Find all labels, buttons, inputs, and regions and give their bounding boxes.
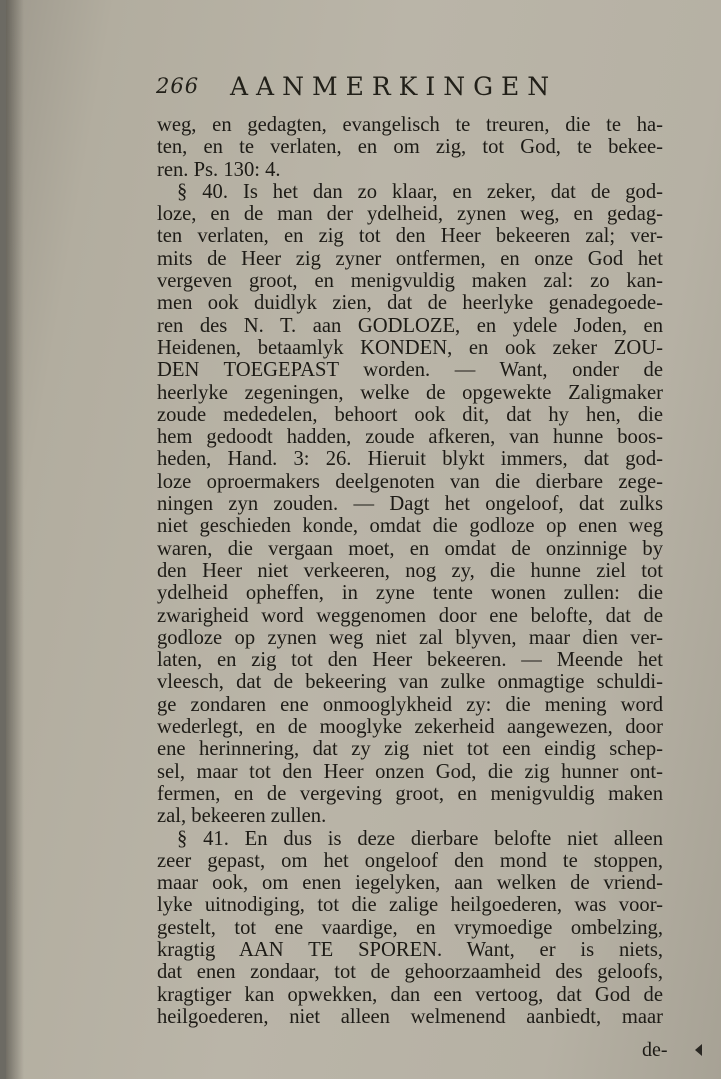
text-line: mits de Heer zig zyner ontfermen, en onze God het <box>157 247 663 270</box>
text-line: § 41. En dus is deze dierbare belofte niet alleen <box>177 827 663 850</box>
text-line: zeer gepast, om het ongeloof den mond te stoppen, <box>157 849 663 872</box>
text-line: weg, en gedagten, evangelisch te treuren, die te ha- <box>157 114 663 136</box>
text-line: men ook duidlyk zien, dat de heerlyke genadegoede- <box>157 292 663 315</box>
text-line: kragtiger kan opwekken, dan een vertoog, dat God de <box>157 983 663 1006</box>
text-line: gestelt, tot ene vaardige, en vrymoedige ombelzing, <box>157 916 663 939</box>
text-line: kragtig AAN TE SPOREN. Want, er is niets, <box>157 938 663 961</box>
page-header <box>156 72 626 106</box>
text-line: maar ook, om enen iegelyken, aan welken de vriend- <box>157 872 663 895</box>
text-line: loze oproermakers deelgenoten van die dierbare zege- <box>157 470 663 493</box>
text-line: § 40. Is het dan zo klaar, en zeker, dat de god- <box>177 180 663 203</box>
text-line: Heidenen, betaamlyk KONDEN, en ook zeker ZOU- <box>157 336 663 359</box>
text-line: hem gedoodt hadden, zoude afkeren, van hunne boos- <box>157 426 663 449</box>
text-line: vergeven groot, en menigvuldig maken zal: zo kan- <box>157 270 663 293</box>
text-line: niet geschieden konde, omdat die godloze op enen weg <box>157 515 663 538</box>
text-line: zwarigheid word weggenomen door ene belofte, dat de <box>157 604 663 627</box>
text-line: loze, en de man der ydelheid, zynen weg, en gedag- <box>157 203 663 226</box>
text-line: DEN TOEGEPAST worden. — Want, onder de <box>157 359 663 382</box>
body-text <box>157 114 663 1028</box>
text-line: waren, die vergaan moet, en omdat de onzinnige by <box>157 537 663 560</box>
running-head: AANMERKINGEN <box>230 72 558 101</box>
text-line: fermen, en de vergeving groot, en menigvuldig maken <box>157 782 663 805</box>
text-line: sel, maar tot den Heer onzen God, die zig hunner ont- <box>157 760 663 783</box>
text-line: heerlyke zegeningen, welke de opgewekte Zaligmaker <box>157 381 663 404</box>
text-line: heden, Hand. 3: 26. Hieruit blykt immers, dat god- <box>157 448 663 471</box>
page-gutter-shadow <box>6 0 24 1079</box>
catchword: de- <box>642 1039 668 1061</box>
text-line: ten verlaten, en zig tot den Heer bekeeren zal; ver- <box>157 225 663 248</box>
text-line: ene herinnering, dat zy zig niet tot een eindig schep- <box>157 738 663 761</box>
text-line: wederlegt, en de mooglyke zekerheid aangewezen, door <box>157 716 663 739</box>
text-line: dat enen zondaar, tot de gehoorzaamheid des geloofs, <box>157 961 663 984</box>
book-page <box>6 0 721 1079</box>
text-line: godloze op zynen weg niet zal blyven, maar dien ver- <box>157 626 663 649</box>
text-line: lyke uitnodiging, tot die zalige heilgoederen, was voor- <box>157 894 663 917</box>
text-line: ydelheid opheffen, in zyne tente wonen zullen: die <box>157 582 663 605</box>
text-line: heilgoederen, niet alleen welmenend aanbiedt, maar <box>157 1005 663 1028</box>
text-line: ge zondaren ene onmooglykheid zy: die mening word <box>157 693 663 716</box>
page-tab-marker-icon <box>692 1042 704 1058</box>
text-line: zoude mededelen, behoort ook dit, dat hy hen, die <box>157 403 663 426</box>
text-line: laten, en zig tot den Heer bekeeren. — Meende het <box>157 649 663 672</box>
text-line: zal, bekeeren zullen. <box>157 805 327 828</box>
text-line: ren des N. T. aan GODLOZE, en ydele Joden, en <box>157 314 663 337</box>
text-line: ren. Ps. 130: 4. <box>157 158 281 181</box>
text-line: ningen zyn zouden. — Dagt het ongeloof, dat zulks <box>157 493 663 516</box>
text-line: den Heer niet verkeeren, nog zy, die hunne ziel tot <box>157 559 663 582</box>
page-number: 266 <box>156 74 200 98</box>
text-line: ten, en te verlaten, en om zig, tot God, te bekee- <box>157 136 663 159</box>
text-line: vleesch, dat de bekeering van zulke onmagtige schuldi- <box>157 671 663 694</box>
